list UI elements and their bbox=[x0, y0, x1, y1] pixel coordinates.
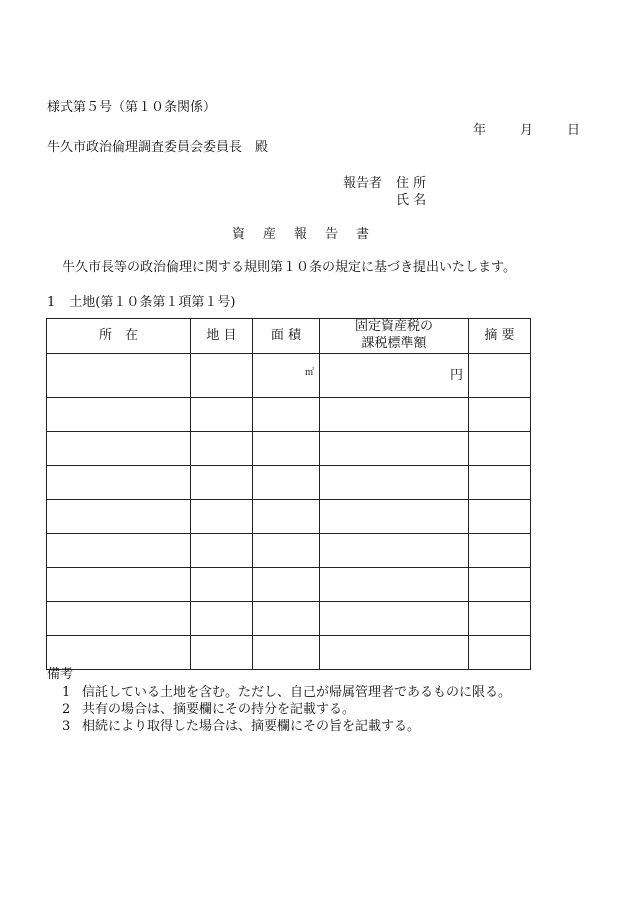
cell-tax-base[interactable] bbox=[320, 602, 469, 636]
table-row bbox=[47, 432, 531, 466]
cell-land-category[interactable] bbox=[191, 432, 253, 466]
cell-tax-base[interactable] bbox=[320, 432, 469, 466]
cell-land-category[interactable] bbox=[191, 602, 253, 636]
cell-tax-base[interactable] bbox=[320, 354, 469, 398]
header-location: 所 在 bbox=[47, 319, 191, 354]
land-table bbox=[46, 318, 531, 670]
cell-location[interactable] bbox=[47, 354, 191, 398]
cell-remarks[interactable] bbox=[469, 602, 531, 636]
cell-land-category[interactable] bbox=[191, 398, 253, 432]
note-text: 信託している土地を含む。ただし、自己が帰属管理者であるものに限る。 bbox=[82, 685, 512, 700]
cell-tax-base[interactable] bbox=[320, 398, 469, 432]
cell-land-category[interactable] bbox=[191, 534, 253, 568]
cell-area[interactable] bbox=[253, 534, 320, 568]
cell-location[interactable] bbox=[47, 602, 191, 636]
cell-area[interactable] bbox=[253, 500, 320, 534]
document-title: 資産報告書 bbox=[232, 227, 388, 242]
table-row bbox=[47, 534, 531, 568]
cell-remarks[interactable] bbox=[469, 568, 531, 602]
form-number: 様式第５号（第１０条関係） bbox=[47, 100, 217, 115]
cell-location[interactable] bbox=[47, 398, 191, 432]
cell-land-category[interactable] bbox=[191, 568, 253, 602]
cell-land-category[interactable] bbox=[191, 636, 253, 670]
date-line bbox=[473, 124, 580, 137]
section-title: 土地(第１０条第１項第１号) bbox=[69, 295, 236, 310]
table-row bbox=[47, 636, 531, 670]
header-tax-base: 固定資産税の 課税標準額 bbox=[320, 319, 469, 354]
note-number: 2 bbox=[62, 702, 71, 717]
cell-area[interactable] bbox=[253, 432, 320, 466]
table-row bbox=[47, 354, 531, 398]
addressee: 牛久市政治倫理調査委員会委員長 殿 bbox=[47, 140, 269, 155]
date-month: 月 bbox=[519, 123, 533, 138]
cell-land-category[interactable] bbox=[191, 354, 253, 398]
reporter-label: 報告者 bbox=[343, 176, 383, 191]
note-2 bbox=[62, 703, 355, 716]
cell-land-category[interactable] bbox=[191, 500, 253, 534]
cell-location[interactable] bbox=[47, 534, 191, 568]
cell-area[interactable] bbox=[253, 466, 320, 500]
table-row bbox=[47, 466, 531, 500]
cell-tax-base[interactable] bbox=[320, 466, 469, 500]
section-heading bbox=[47, 296, 235, 309]
table-row bbox=[47, 398, 531, 432]
header-area: 面 積 bbox=[253, 319, 320, 354]
note-1 bbox=[62, 686, 511, 699]
note-text: 共有の場合は、摘要欄にその持分を記載する。 bbox=[82, 702, 356, 717]
note-number: 3 bbox=[62, 719, 71, 734]
cell-tax-base[interactable] bbox=[320, 500, 469, 534]
cell-land-category[interactable] bbox=[191, 466, 253, 500]
table-row bbox=[47, 500, 531, 534]
cell-location[interactable] bbox=[47, 500, 191, 534]
cell-remarks[interactable] bbox=[469, 466, 531, 500]
cell-remarks[interactable] bbox=[469, 354, 531, 398]
cell-remarks[interactable] bbox=[469, 534, 531, 568]
cell-area[interactable] bbox=[253, 398, 320, 432]
header-land-category: 地 目 bbox=[191, 319, 253, 354]
note-text: 相続により取得した場合は、摘要欄にその旨を記載する。 bbox=[82, 719, 421, 734]
header-remarks: 摘 要 bbox=[469, 319, 531, 354]
table-header-row bbox=[47, 319, 531, 354]
cell-location[interactable] bbox=[47, 466, 191, 500]
cell-location[interactable] bbox=[47, 432, 191, 466]
cell-area[interactable] bbox=[253, 354, 320, 398]
cell-remarks[interactable] bbox=[469, 636, 531, 670]
remarks-heading: 備考 bbox=[47, 667, 74, 682]
section-number: 1 bbox=[47, 295, 56, 310]
cell-remarks[interactable] bbox=[469, 432, 531, 466]
cell-area[interactable] bbox=[253, 636, 320, 670]
name-label: 氏 名 bbox=[396, 193, 427, 208]
table-row bbox=[47, 602, 531, 636]
cell-remarks[interactable] bbox=[469, 398, 531, 432]
body-text: 牛久市長等の政治倫理に関する規則第１０条の規定に基づき提出いたします。 bbox=[62, 260, 516, 275]
cell-tax-base[interactable] bbox=[320, 568, 469, 602]
date-day: 日 bbox=[566, 123, 580, 138]
cell-area[interactable] bbox=[253, 568, 320, 602]
cell-location[interactable] bbox=[47, 636, 191, 670]
date-year: 年 bbox=[472, 123, 486, 138]
value-unit: 円 bbox=[449, 368, 463, 383]
note-3 bbox=[62, 720, 420, 733]
cell-tax-base[interactable] bbox=[320, 534, 469, 568]
address-label: 住 所 bbox=[396, 176, 427, 191]
cell-tax-base[interactable] bbox=[320, 636, 469, 670]
table-row bbox=[47, 568, 531, 602]
cell-area[interactable] bbox=[253, 602, 320, 636]
cell-location[interactable] bbox=[47, 568, 191, 602]
note-number: 1 bbox=[62, 685, 71, 700]
cell-remarks[interactable] bbox=[469, 500, 531, 534]
area-unit: ㎡ bbox=[304, 368, 314, 378]
